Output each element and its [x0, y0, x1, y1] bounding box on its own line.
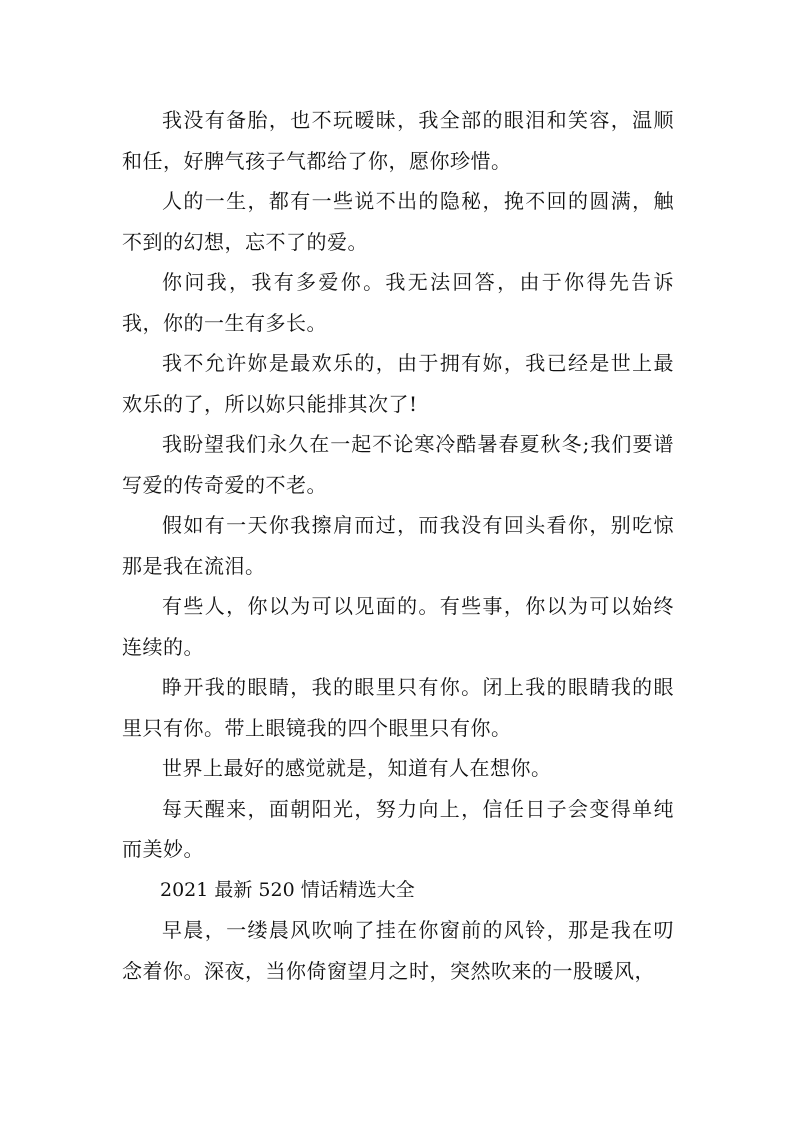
paragraph: 人的一生，都有一些说不出的隐秘，挽不回的圆满，触不到的幻想，忘不了的爱。: [122, 189, 674, 254]
paragraph: 我盼望我们永久在一起不论寒冷酷暑春夏秋冬;我们要谱写爱的传奇爱的不老。: [122, 432, 674, 497]
paragraph: 我没有备胎，也不玩暧昧，我全部的眼泪和笑容，温顺和任，好脾气孩子气都给了你，愿你珍惜。: [122, 108, 674, 173]
section-heading: 2021 最新 520 情话精选大全: [160, 878, 415, 901]
document-body: [122, 100, 674, 991]
paragraph: 世界上最好的感觉就是，知道有人在想你。: [162, 756, 552, 780]
paragraph: 每天醒来，面朝阳光，努力向上，信任日子会变得单纯而美妙。: [122, 796, 674, 861]
paragraph: 有些人，你以为可以见面的。有些事，你以为可以始终连续的。: [122, 594, 674, 659]
paragraph: 早晨，一缕晨风吹响了挂在你窗前的风铃，那是我在叨念着你。深夜，当你倚窗望月之时，突然吹来的一股暖风，: [122, 918, 674, 983]
paragraph: 假如有一天你我擦肩而过，而我没有回头看你，别吃惊那是我在流泪。: [122, 513, 674, 578]
paragraph: 睁开我的眼睛，我的眼里只有你。闭上我的眼睛我的眼里只有你。带上眼镜我的四个眼里只有你。: [122, 675, 674, 740]
paragraph: 我不允许妳是最欢乐的，由于拥有妳，我已经是世上最欢乐的了，所以妳只能排其次了!: [122, 351, 674, 416]
paragraph: 你问我，我有多爱你。我无法回答，由于你得先告诉我，你的一生有多长。: [122, 270, 674, 335]
